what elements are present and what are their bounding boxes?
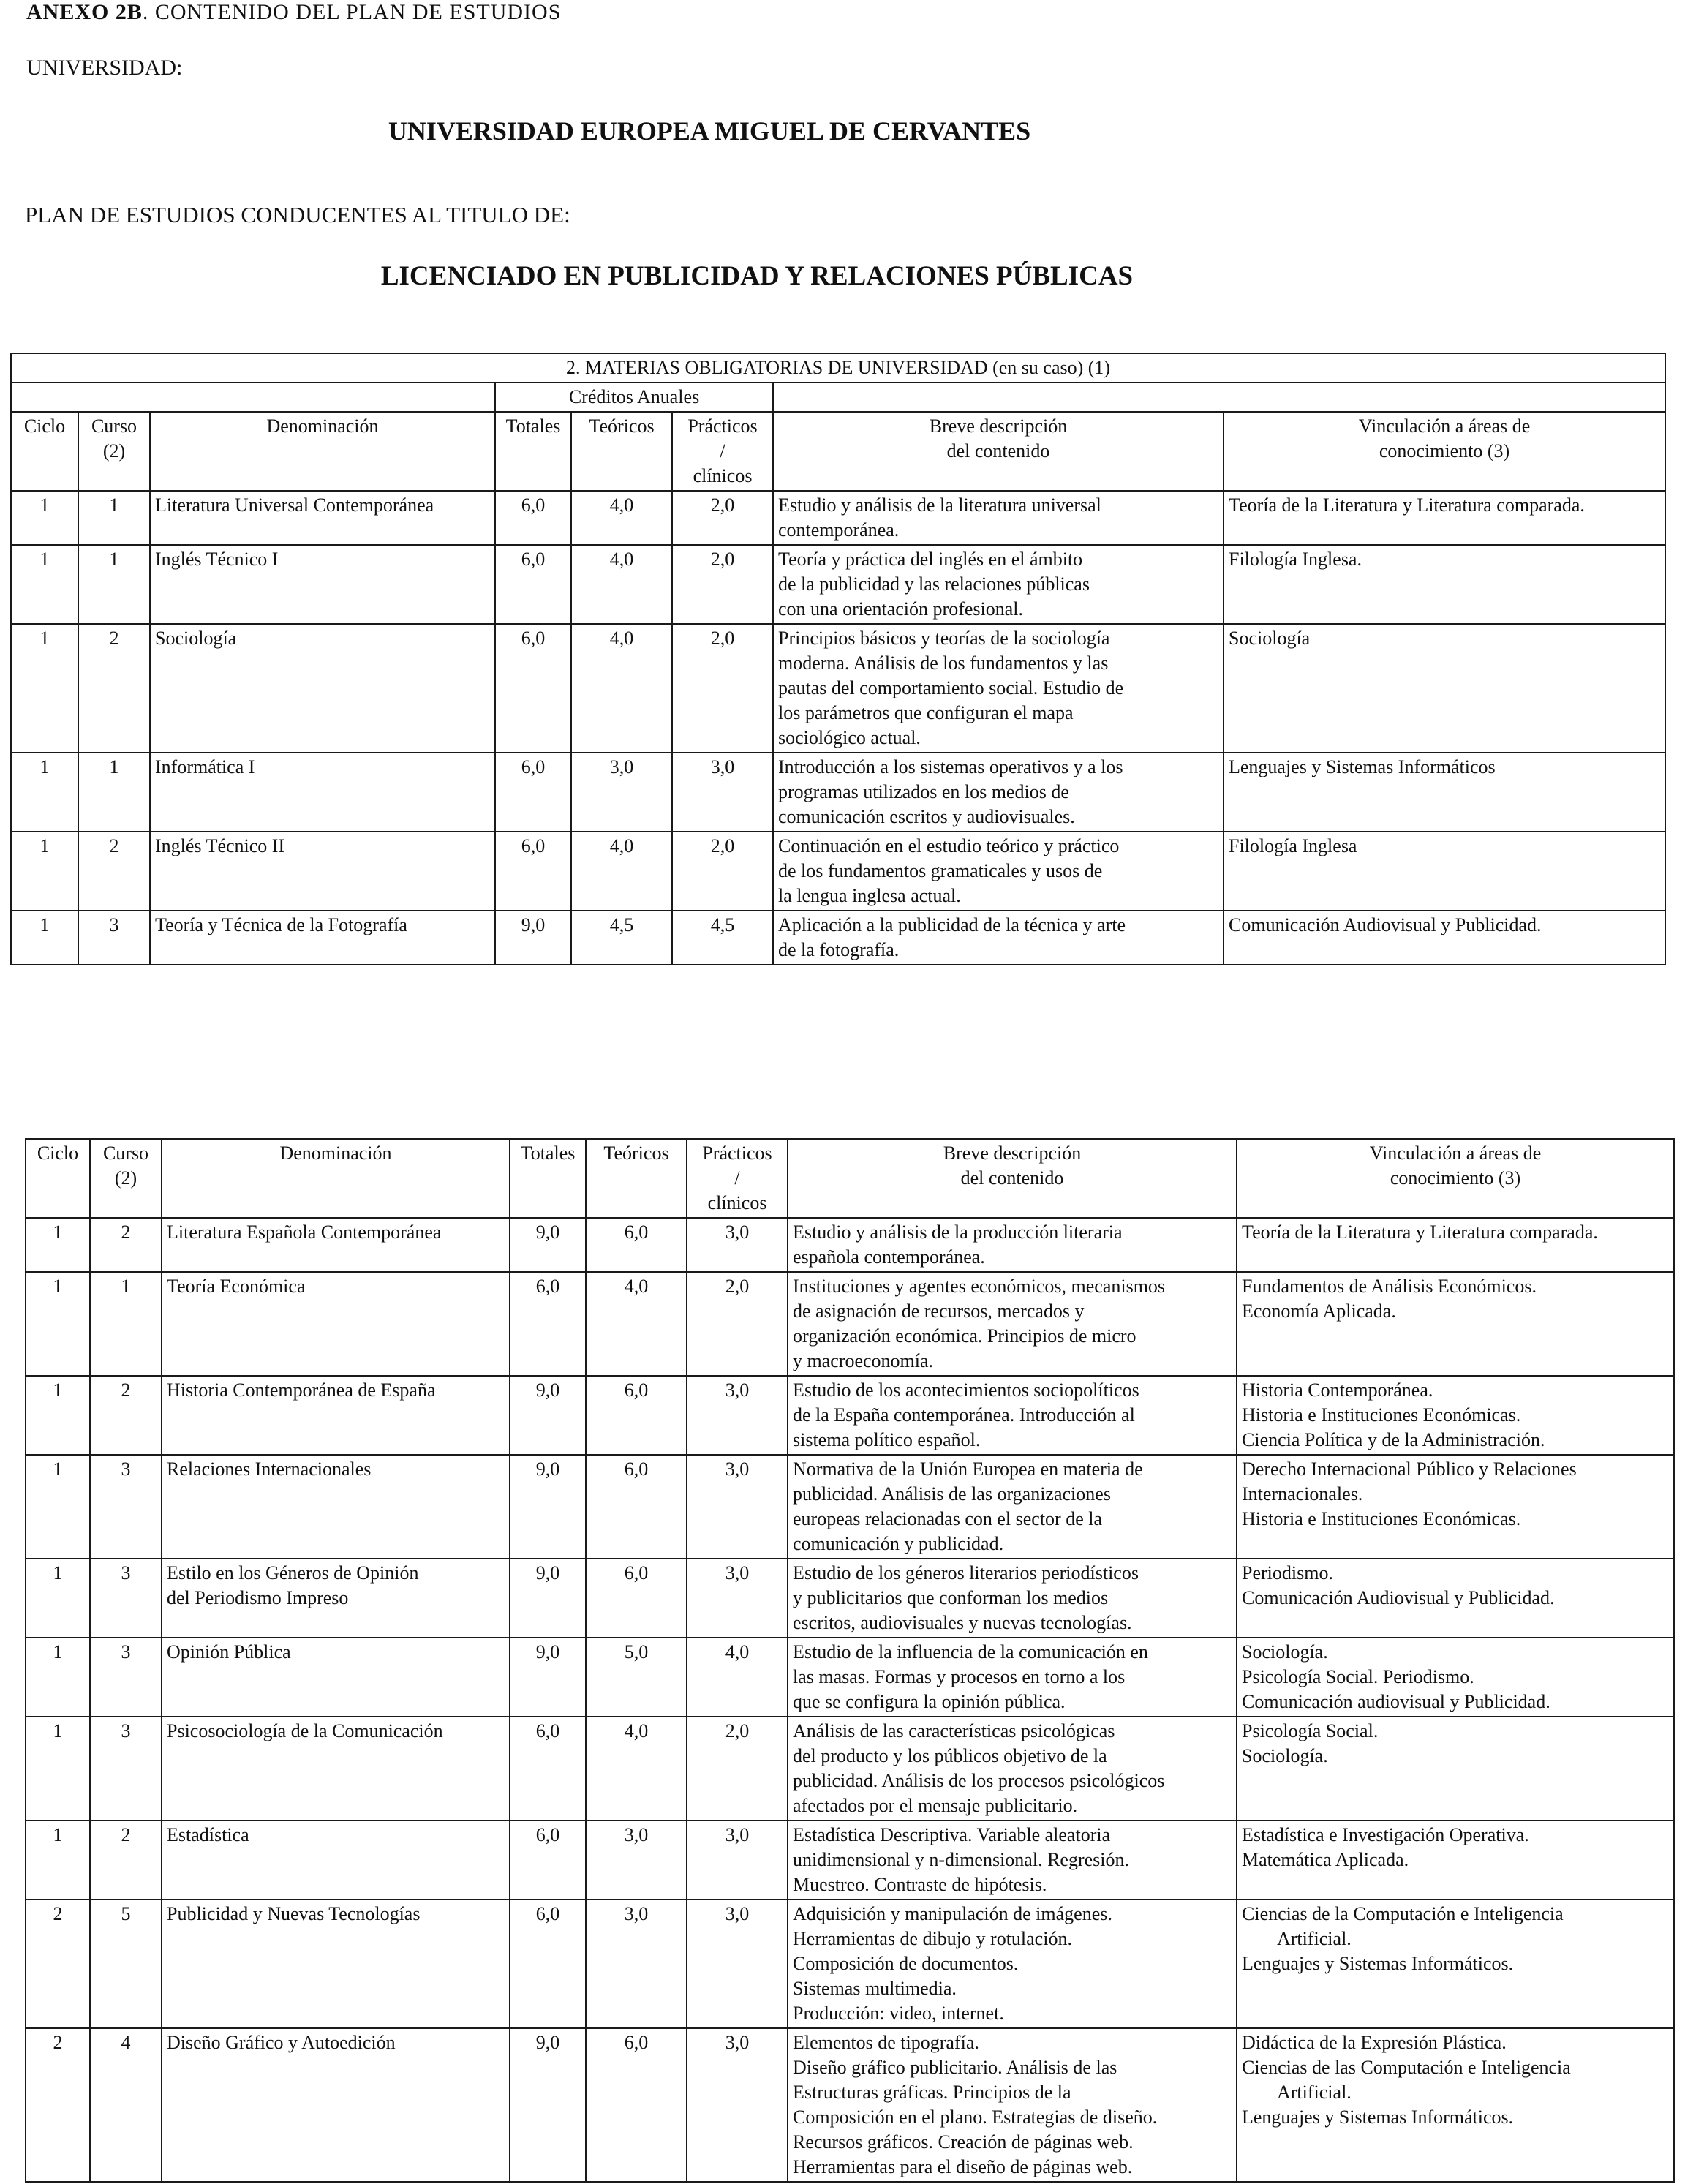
cell-descripcion — [788, 1717, 1237, 1820]
annex-number: ANEXO 2B — [26, 0, 143, 24]
cell-practicos: 2,0 — [687, 1717, 788, 1820]
table-row — [26, 1272, 1674, 1376]
cell-teoricos: 6,0 — [586, 1559, 687, 1638]
descripcion-line: Recursos gráficos. Creación de páginas web. — [793, 2131, 1134, 2153]
descripcion-line: de la publicidad y las relaciones públicas — [778, 573, 1090, 595]
cell-teoricos: 3,0 — [586, 1820, 687, 1899]
denominacion-line: Historia Contemporánea de España — [167, 1379, 436, 1401]
cell-teoricos: 3,0 — [586, 1899, 687, 2028]
cell-vinculacion — [1237, 1272, 1674, 1376]
cell-teoricos: 4,0 — [571, 545, 672, 624]
col-curso — [90, 1139, 162, 1218]
descripcion-line: con una orientación profesional. — [778, 598, 1023, 620]
descripcion-line: Estudio de los géneros literarios periodísticos — [793, 1562, 1139, 1584]
cell-descripcion — [773, 753, 1224, 832]
cell-curso: 3 — [78, 911, 150, 965]
cell-curso: 2 — [90, 1820, 162, 1899]
cell-totales: 9,0 — [510, 1455, 586, 1559]
cell-practicos: 3,0 — [672, 753, 773, 832]
cell-practicos: 3,0 — [687, 1820, 788, 1899]
vinculacion-line: Sociología. — [1242, 1745, 1328, 1766]
descripcion-line: Principios básicos y teorías de la sociología — [778, 628, 1110, 649]
cell-totales: 6,0 — [510, 1820, 586, 1899]
cell-curso: 5 — [90, 1899, 162, 2028]
denominacion-line: Teoría Económica — [167, 1276, 306, 1297]
cell-denominacion — [162, 1638, 510, 1717]
cell-curso: 3 — [90, 1559, 162, 1638]
cell-descripcion — [773, 832, 1224, 911]
cell-vinculacion — [1237, 1455, 1674, 1559]
cell-curso: 2 — [78, 624, 150, 753]
col-denominacion: Denominación — [150, 412, 495, 491]
col-practicos-clinicos: clínicos — [693, 465, 753, 486]
cell-denominacion — [150, 911, 495, 965]
denominacion-line: Diseño Gráfico y Autoedición — [167, 2032, 396, 2053]
denominacion-line: Informática I — [155, 756, 255, 777]
denominacion-line: del Periodismo Impreso — [167, 1587, 349, 1608]
cell-totales: 9,0 — [495, 911, 571, 965]
header-spacer — [773, 383, 1665, 412]
vinculacion-line: Lenguajes y Sistemas Informáticos. — [1242, 2106, 1514, 2128]
descripcion-line: organización económica. Principios de micro — [793, 1325, 1136, 1347]
descripcion-line: Herramientas para el diseño de páginas web. — [793, 2156, 1133, 2177]
cell-vinculacion — [1237, 1218, 1674, 1272]
descripcion-line: Estudio y análisis de la literatura universal — [778, 494, 1101, 516]
vinculacion-line: Matemática Aplicada. — [1242, 1849, 1409, 1870]
cell-practicos: 4,5 — [672, 911, 773, 965]
cell-practicos: 3,0 — [687, 1376, 788, 1455]
table-row — [11, 491, 1665, 545]
denominacion-line: Literatura Universal Contemporánea — [155, 494, 434, 516]
descripcion-line: afectados por el mensaje publicitario. — [793, 1795, 1078, 1816]
denominacion-line: Estadística — [167, 1824, 249, 1845]
descripcion-line: Continuación en el estudio teórico y práctico — [778, 835, 1120, 856]
cell-teoricos: 4,0 — [586, 1272, 687, 1376]
descripcion-line: de asignación de recursos, mercados y — [793, 1300, 1085, 1322]
vinculacion-line: Ciencia Política y de la Administración. — [1242, 1429, 1545, 1450]
denominacion-line: Teoría y Técnica de la Fotografía — [155, 914, 407, 935]
cell-denominacion — [162, 1218, 510, 1272]
table-row — [26, 1559, 1674, 1638]
descripcion-line: escritos, audiovisuales y nuevas tecnologías. — [793, 1612, 1132, 1633]
table-row — [26, 1717, 1674, 1820]
cell-totales: 9,0 — [510, 1376, 586, 1455]
vinculacion-line: Lenguajes y Sistemas Informáticos. — [1242, 1953, 1514, 1974]
table-row — [11, 832, 1665, 911]
cell-practicos: 3,0 — [687, 1899, 788, 2028]
descripcion-line: de la fotografía. — [778, 939, 900, 960]
cell-practicos: 2,0 — [672, 624, 773, 753]
cell-totales: 6,0 — [510, 1899, 586, 2028]
cell-descripcion — [788, 1272, 1237, 1376]
descripcion-line: del producto y los públicos objetivo de la — [793, 1745, 1107, 1766]
cell-descripcion — [788, 1899, 1237, 2028]
descripcion-line: Composición en el plano. Estrategias de diseño. — [793, 2106, 1158, 2128]
vinculacion-line: Historia Contemporánea. — [1242, 1379, 1433, 1401]
cell-totales: 6,0 — [510, 1717, 586, 1820]
denominacion-line: Opinión Pública — [167, 1641, 291, 1663]
vinculacion-line: Periodismo. — [1242, 1562, 1333, 1584]
cell-descripcion — [788, 1376, 1237, 1455]
table2-body — [26, 1218, 1674, 2182]
denominacion-line: Estilo en los Géneros de Opinión — [167, 1562, 419, 1584]
credits-header: Créditos Anuales — [495, 383, 773, 412]
vinculacion-line: Historia e Instituciones Económicas. — [1242, 1404, 1521, 1426]
cell-ciclo: 1 — [26, 1272, 90, 1376]
cell-ciclo: 1 — [26, 1717, 90, 1820]
vinculacion-line: Didáctica de la Expresión Plástica. — [1242, 2032, 1507, 2053]
vinculacion-line: Filología Inglesa. — [1229, 549, 1362, 570]
descripcion-line: Sistemas multimedia. — [793, 1978, 957, 1999]
cell-curso: 2 — [78, 832, 150, 911]
cell-totales: 6,0 — [510, 1272, 586, 1376]
cell-descripcion — [788, 2028, 1237, 2182]
cell-teoricos: 6,0 — [586, 1218, 687, 1272]
cell-practicos: 3,0 — [687, 2028, 788, 2182]
subjects-table-1 — [10, 353, 1666, 965]
descripcion-line: Composición de documentos. — [793, 1953, 1019, 1974]
col-descripcion-sub: del contenido — [946, 440, 1050, 462]
cell-totales: 6,0 — [495, 545, 571, 624]
vinculacion-line: Teoría de la Literatura y Literatura comparada. — [1229, 494, 1585, 516]
descripcion-line: Estudio y análisis de la producción literaria — [793, 1221, 1123, 1243]
denominacion-line: Inglés Técnico II — [155, 835, 285, 856]
table1-column-headers — [11, 412, 1665, 491]
university-name: UNIVERSIDAD EUROPEA MIGUEL DE CERVANTES — [388, 116, 1031, 146]
denominacion-line: Sociología — [155, 628, 237, 649]
descripcion-line: Introducción a los sistemas operativos y a los — [778, 756, 1123, 777]
cell-descripcion — [788, 1559, 1237, 1638]
descripcion-line: programas utilizados en los medios de — [778, 781, 1069, 802]
cell-denominacion — [150, 491, 495, 545]
col-denominacion: Denominación — [162, 1139, 510, 1218]
vinculacion-line: Internacionales. — [1242, 1483, 1363, 1505]
cell-ciclo: 1 — [26, 1559, 90, 1638]
descripcion-line: los parámetros que configuran el mapa — [778, 702, 1074, 723]
descripcion-line: Estudio de la influencia de la comunicación en — [793, 1641, 1148, 1663]
cell-totales: 9,0 — [510, 2028, 586, 2182]
vinculacion-line: Sociología — [1229, 628, 1311, 649]
cell-descripcion — [788, 1455, 1237, 1559]
annex-heading — [26, 0, 561, 25]
cell-descripcion — [773, 491, 1224, 545]
table2-column-headers — [26, 1139, 1674, 1218]
cell-vinculacion — [1224, 491, 1665, 545]
col-practicos-label: Prácticos — [702, 1142, 772, 1164]
cell-totales: 9,0 — [510, 1218, 586, 1272]
descripcion-line: comunicación y publicidad. — [793, 1533, 1004, 1554]
col-practicos-slash: / — [734, 1167, 740, 1189]
cell-vinculacion — [1224, 753, 1665, 832]
descripcion-line: Análisis de las características psicológicas — [793, 1720, 1115, 1741]
vinculacion-line: Comunicación audiovisual y Publicidad. — [1242, 1691, 1550, 1712]
cell-ciclo: 1 — [11, 491, 78, 545]
cell-descripcion — [788, 1638, 1237, 1717]
denominacion-line: Literatura Española Contemporánea — [167, 1221, 442, 1243]
cell-vinculacion — [1224, 624, 1665, 753]
cell-descripcion — [788, 1218, 1237, 1272]
descripcion-line: y macroeconomía. — [793, 1350, 934, 1371]
cell-teoricos: 4,0 — [571, 491, 672, 545]
cell-descripcion — [773, 624, 1224, 753]
cell-denominacion — [162, 1717, 510, 1820]
col-curso-label: Curso — [102, 1142, 149, 1164]
cell-ciclo: 2 — [26, 1899, 90, 2028]
descripcion-line: de los fundamentos gramaticales y usos de — [778, 860, 1103, 881]
table-row — [26, 1218, 1674, 1272]
col-descripcion — [788, 1139, 1237, 1218]
cell-vinculacion — [1237, 1717, 1674, 1820]
vinculacion-line: Artificial. — [1277, 1928, 1352, 1949]
cell-denominacion — [150, 624, 495, 753]
cell-vinculacion — [1237, 1638, 1674, 1717]
descripcion-line: las masas. Formas y procesos en torno a los — [793, 1666, 1126, 1687]
descripcion-line: Adquisición y manipulación de imágenes. — [793, 1903, 1112, 1924]
cell-teoricos: 6,0 — [586, 1455, 687, 1559]
descripcion-line: Diseño gráfico publicitario. Análisis de las — [793, 2057, 1117, 2078]
table-row — [26, 1899, 1674, 2028]
descripcion-line: comunicación escritos y audiovisuales. — [778, 806, 1075, 827]
table-row — [11, 753, 1665, 832]
vinculacion-line: Comunicación Audiovisual y Publicidad. — [1242, 1587, 1555, 1608]
descripcion-line: Elementos de tipografía. — [793, 2032, 979, 2053]
vinculacion-line: Fundamentos de Análisis Económicos. — [1242, 1276, 1537, 1297]
descripcion-line: de la España contemporánea. Introducción al — [793, 1404, 1135, 1426]
header-spacer — [11, 383, 495, 412]
cell-practicos: 3,0 — [687, 1218, 788, 1272]
cell-descripcion — [773, 911, 1224, 965]
col-vinculacion — [1237, 1139, 1674, 1218]
cell-vinculacion — [1237, 2028, 1674, 2182]
descripcion-line: sistema político español. — [793, 1429, 981, 1450]
descripcion-line: Estructuras gráficas. Principios de la — [793, 2082, 1071, 2103]
cell-denominacion — [150, 832, 495, 911]
cell-denominacion — [162, 1899, 510, 2028]
descripcion-line: unidimensional y n-dimensional. Regresión. — [793, 1849, 1129, 1870]
vinculacion-line: Psicología Social. Periodismo. — [1242, 1666, 1474, 1687]
cell-practicos: 4,0 — [687, 1638, 788, 1717]
cell-denominacion — [162, 1376, 510, 1455]
table-row — [26, 1820, 1674, 1899]
descripcion-line: y publicitarios que conforman los medios — [793, 1587, 1109, 1608]
cell-teoricos: 4,0 — [571, 624, 672, 753]
col-totales: Totales — [495, 412, 571, 491]
vinculacion-line: Filología Inglesa — [1229, 835, 1357, 856]
col-practicos-clinicos: clínicos — [707, 1192, 767, 1213]
vinculacion-line: Ciencias de las Computación e Inteligencia — [1242, 2057, 1571, 2078]
cell-ciclo: 1 — [11, 753, 78, 832]
descripcion-line: moderna. Análisis de los fundamentos y las — [778, 652, 1109, 674]
col-totales: Totales — [510, 1139, 586, 1218]
cell-denominacion — [162, 2028, 510, 2182]
cell-ciclo: 1 — [11, 545, 78, 624]
descripcion-line: contemporánea. — [778, 519, 900, 541]
vinculacion-line: Psicología Social. — [1242, 1720, 1379, 1741]
descripcion-line: Producción: video, internet. — [793, 2003, 1004, 2024]
cell-ciclo: 2 — [26, 2028, 90, 2182]
descripcion-line: Muestreo. Contraste de hipótesis. — [793, 1874, 1047, 1895]
descripcion-line: europeas relacionadas con el sector de la — [793, 1508, 1103, 1529]
cell-ciclo: 1 — [11, 624, 78, 753]
cell-vinculacion — [1237, 1899, 1674, 2028]
cell-denominacion — [162, 1559, 510, 1638]
cell-ciclo: 1 — [26, 1820, 90, 1899]
vinculacion-line: Historia e Instituciones Económicas. — [1242, 1508, 1521, 1529]
descripcion-line: pautas del comportamiento social. Estudio de — [778, 677, 1124, 698]
vinculacion-line: Comunicación Audiovisual y Publicidad. — [1229, 914, 1542, 935]
descripcion-line: Herramientas de dibujo y rotulación. — [793, 1928, 1072, 1949]
descripcion-line: Normativa de la Unión Europea en materia de — [793, 1458, 1143, 1480]
col-curso-note: (2) — [114, 1167, 137, 1189]
cell-teoricos: 6,0 — [586, 1376, 687, 1455]
table-row — [26, 1638, 1674, 1717]
cell-ciclo: 1 — [26, 1218, 90, 1272]
cell-teoricos: 4,0 — [586, 1717, 687, 1820]
cell-curso: 1 — [78, 491, 150, 545]
cell-teoricos: 3,0 — [571, 753, 672, 832]
cell-practicos: 3,0 — [687, 1559, 788, 1638]
col-vinculacion-sub: conocimiento (3) — [1390, 1167, 1521, 1189]
col-descripcion-label: Breve descripción — [943, 1142, 1082, 1164]
vinculacion-line: Artificial. — [1277, 2082, 1352, 2103]
annex-title: . CONTENIDO DEL PLAN DE ESTUDIOS — [142, 0, 562, 24]
cell-curso: 3 — [90, 1638, 162, 1717]
col-curso-note: (2) — [102, 440, 126, 462]
col-curso-label: Curso — [91, 415, 137, 437]
cell-teoricos: 5,0 — [586, 1638, 687, 1717]
cell-totales: 6,0 — [495, 832, 571, 911]
descripcion-line: la lengua inglesa actual. — [778, 885, 961, 906]
cell-curso: 1 — [78, 753, 150, 832]
denominacion-line: Publicidad y Nuevas Tecnologías — [167, 1903, 421, 1924]
cell-ciclo: 1 — [11, 911, 78, 965]
cell-curso: 2 — [90, 1376, 162, 1455]
descripcion-line: Aplicación a la publicidad de la técnica y arte — [778, 914, 1126, 935]
col-practicos — [687, 1139, 788, 1218]
col-ciclo: Ciclo — [11, 412, 78, 491]
cell-practicos: 3,0 — [687, 1455, 788, 1559]
table-row — [26, 2028, 1674, 2182]
vinculacion-line: Derecho Internacional Público y Relaciones — [1242, 1458, 1577, 1480]
subjects-table-2 — [25, 1138, 1675, 2183]
vinculacion-line: Teoría de la Literatura y Literatura comparada. — [1242, 1221, 1598, 1243]
descripcion-line: que se configura la opinión pública. — [793, 1691, 1066, 1712]
descripcion-line: española contemporánea. — [793, 1246, 985, 1268]
cell-curso: 3 — [90, 1717, 162, 1820]
university-label: UNIVERSIDAD: — [26, 56, 183, 80]
table1-body — [11, 491, 1665, 965]
col-vinculacion — [1224, 412, 1665, 491]
cell-practicos: 2,0 — [672, 832, 773, 911]
cell-descripcion — [773, 545, 1224, 624]
cell-curso: 3 — [90, 1455, 162, 1559]
cell-denominacion — [150, 545, 495, 624]
col-descripcion-label: Breve descripción — [929, 415, 1068, 437]
cell-denominacion — [162, 1820, 510, 1899]
col-teoricos: Teóricos — [586, 1139, 687, 1218]
descripcion-line: publicidad. Análisis de los procesos psicológicos — [793, 1770, 1165, 1791]
cell-teoricos: 4,0 — [571, 832, 672, 911]
cell-totales: 6,0 — [495, 491, 571, 545]
cell-descripcion — [788, 1820, 1237, 1899]
col-vinculacion-sub: conocimiento (3) — [1379, 440, 1510, 462]
cell-ciclo: 1 — [26, 1376, 90, 1455]
cell-practicos: 2,0 — [687, 1272, 788, 1376]
cell-vinculacion — [1224, 545, 1665, 624]
col-practicos-label: Prácticos — [687, 415, 758, 437]
cell-curso: 4 — [90, 2028, 162, 2182]
col-practicos — [672, 412, 773, 491]
cell-vinculacion — [1237, 1820, 1674, 1899]
descripcion-line: publicidad. Análisis de las organizaciones — [793, 1483, 1111, 1505]
vinculacion-line: Sociología. — [1242, 1641, 1328, 1663]
col-vinculacion-label: Vinculación a áreas de — [1358, 415, 1531, 437]
cell-denominacion — [150, 753, 495, 832]
descripcion-line: Estudio de los acontecimientos sociopolíticos — [793, 1379, 1139, 1401]
cell-vinculacion — [1224, 832, 1665, 911]
col-curso — [78, 412, 150, 491]
cell-curso: 2 — [90, 1218, 162, 1272]
degree-title: LICENCIADO EN PUBLICIDAD Y RELACIONES PÚBLICAS — [380, 261, 1134, 291]
cell-teoricos: 4,5 — [571, 911, 672, 965]
cell-ciclo: 1 — [26, 1455, 90, 1559]
cell-practicos: 2,0 — [672, 545, 773, 624]
vinculacion-line: Lenguajes y Sistemas Informáticos — [1229, 756, 1496, 777]
table-row — [26, 1455, 1674, 1559]
col-ciclo: Ciclo — [26, 1139, 90, 1218]
cell-curso: 1 — [78, 545, 150, 624]
denominacion-line: Relaciones Internacionales — [167, 1458, 372, 1480]
cell-totales: 9,0 — [510, 1638, 586, 1717]
cell-denominacion — [162, 1272, 510, 1376]
col-vinculacion-label: Vinculación a áreas de — [1369, 1142, 1542, 1164]
cell-vinculacion — [1237, 1559, 1674, 1638]
table-row — [26, 1376, 1674, 1455]
cell-vinculacion — [1224, 911, 1665, 965]
descripcion-line: sociológico actual. — [778, 727, 921, 748]
denominacion-line: Psicosociología de la Comunicación — [167, 1720, 443, 1741]
vinculacion-line: Economía Aplicada. — [1242, 1300, 1396, 1322]
vinculacion-line: Estadística e Investigación Operativa. — [1242, 1824, 1529, 1845]
cell-vinculacion — [1237, 1376, 1674, 1455]
cell-ciclo: 1 — [11, 832, 78, 911]
cell-practicos: 2,0 — [672, 491, 773, 545]
plan-label: PLAN DE ESTUDIOS CONDUCENTES AL TITULO DE: — [25, 202, 570, 227]
table-row — [11, 911, 1665, 965]
table-row — [11, 545, 1665, 624]
table1-title: 2. MATERIAS OBLIGATORIAS DE UNIVERSIDAD (en su caso) (1) — [11, 353, 1665, 383]
cell-totales: 9,0 — [510, 1559, 586, 1638]
col-practicos-slash: / — [720, 440, 725, 462]
denominacion-line: Inglés Técnico I — [155, 549, 279, 570]
cell-teoricos: 6,0 — [586, 2028, 687, 2182]
cell-totales: 6,0 — [495, 753, 571, 832]
descripcion-line: Teoría y práctica del inglés en el ámbito — [778, 549, 1083, 570]
table-row — [11, 624, 1665, 753]
cell-curso: 1 — [90, 1272, 162, 1376]
vinculacion-line: Ciencias de la Computación e Inteligencia — [1242, 1903, 1564, 1924]
col-descripcion — [773, 412, 1224, 491]
descripcion-line: Instituciones y agentes económicos, mecanismos — [793, 1276, 1166, 1297]
col-descripcion-sub: del contenido — [960, 1167, 1064, 1189]
cell-ciclo: 1 — [26, 1638, 90, 1717]
cell-denominacion — [162, 1455, 510, 1559]
cell-totales: 6,0 — [495, 624, 571, 753]
col-teoricos: Teóricos — [571, 412, 672, 491]
descripcion-line: Estadística Descriptiva. Variable aleatoria — [793, 1824, 1111, 1845]
